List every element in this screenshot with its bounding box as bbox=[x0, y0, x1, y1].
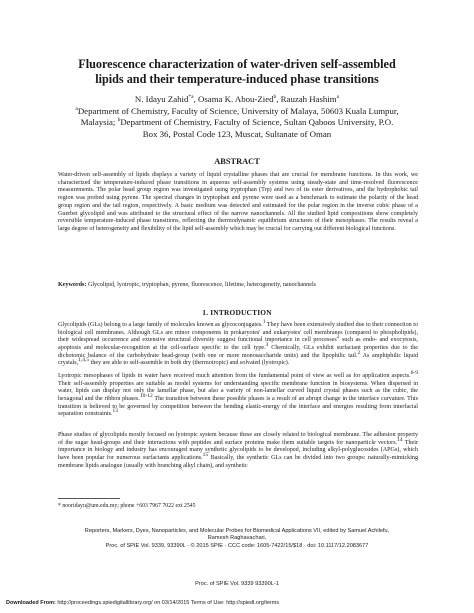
citation: 3 bbox=[265, 342, 269, 349]
citation: 2 bbox=[357, 349, 361, 356]
author-name: N. Idayu Zahid bbox=[134, 94, 189, 104]
citation: 15 bbox=[202, 452, 209, 458]
paragraph-text: such as endo- and exocytosis, apoptosis and molecular-recognition at the cell-surface specific to the cell type. bbox=[58, 337, 418, 352]
affiliation-line: Box 36, Postal Code 123, Muscat, Sultanate of Oman bbox=[142, 128, 332, 139]
affiliation-line bbox=[40, 117, 434, 129]
paragraph-text: Their importance in biology and industry has encouraged many synthetic glycolipids to be developed, including alkyl-polyglucosides (APGs), which have been popular for numerous surfactants applications. bbox=[58, 439, 418, 462]
paragraph-text: As amphiphilic liquid crystals, bbox=[58, 352, 418, 367]
author-marker: *a bbox=[188, 94, 194, 101]
body-paragraph bbox=[58, 370, 418, 419]
body-paragraph bbox=[58, 319, 419, 368]
author-name: Osama K. Abou-Zied bbox=[198, 94, 274, 104]
citation: 1,4,5 bbox=[78, 357, 90, 364]
paragraph-text: Phase studies of glycolipids mostly focused on lyotropic system because these are closely related to biological membrane. The adhesion property of the sugar head-groups and their interactions with peptides and surface proteins make them suitable targets for nanoparticle vectors. bbox=[58, 432, 418, 446]
publication-info-line: Ramesh Raghavachari, bbox=[207, 535, 267, 542]
affiliation-line bbox=[40, 106, 434, 118]
abstract-text: Water-driven self-assembly of lipids displays a variety of liquid crystalline phases that are crucial for membrane functions. In this work, we characterized the temperature-induced phase transitions in aqueous self-assembly systems using steady-state and time-resolved fluorescence measurements. The polar head group region was investigated using tryptophan (Trp) and two of its ester derivatives, and the hydrophobic tail region was probed using pyrene. The spectral changes in tryptophan and pyrene were used as a benchmark to estimate the polarity of the head group region and the tail region, respectively. A basic medium was detected and estimated for the polar region in the inverse cubic phase of a Guerbet glycolipid and was attributed to the structural effect of the narrow nanochannels. All the studied lipid compositions show completely reversible temperature-induced phase transitions, reflecting the thermodynamic equilibrium structures of their mesophases. The results reveal a large degree of heterogeneity and flexibility of the lipid self-assembly which may be crucial for carrying out different biological functions. bbox=[58, 172, 418, 232]
paragraph-text: Their self-assembly properties are suitable as model systems for understanding specific membrane function in biosystems. When dispersed in water, lipids can display not only the lamellar phase, but also a variety of non-lamellar curved liquid crystal phases such as the cubic, the hexagonal and the ribbon phases. bbox=[58, 380, 418, 403]
citation: 10-12 bbox=[139, 393, 153, 399]
download-notice bbox=[6, 600, 279, 606]
download-label: Downloaded From: bbox=[6, 600, 56, 606]
affiliation-marker: b bbox=[117, 117, 121, 124]
paper-title bbox=[40, 57, 434, 87]
citation: 6-9 bbox=[410, 370, 418, 376]
affiliation-text: Malaysia; bbox=[80, 117, 118, 127]
citation: 13 bbox=[112, 408, 118, 415]
publication-info bbox=[40, 528, 434, 550]
title-line: Fluorescence characterization of water-driven self-assembled bbox=[78, 57, 396, 71]
abstract-heading: ABSTRACT bbox=[214, 157, 260, 166]
author-marker: a bbox=[336, 94, 340, 101]
paragraph-text: The transition between these possible phases is a result of an abrupt change in the interface curvature. This transition is believed to be governed by competition between the bending elastic-energy of the interface and energies resulting from interfacial separation constraints. bbox=[58, 396, 418, 418]
paragraph-text: they are able to self-assemble in both dry (thermotropic) and solvated (lyotropic). bbox=[89, 360, 290, 367]
section-heading-introduction: 1. INTRODUCTION bbox=[202, 308, 272, 317]
citation: 2 bbox=[336, 334, 340, 341]
citation: 14 bbox=[397, 436, 403, 443]
paragraph-text: Basically, the synthetic GLs can be divided into two groups: naturally-mimicking membrane lipids analogue (usually with branching alkyl chain), and synthetic bbox=[58, 455, 419, 469]
publication-info-line: Reporters, Markers, Dyes, Nanoparticles, and Molecular Probes for Biomedical Applications VII, edited by Samuel Achilefu, bbox=[84, 528, 390, 534]
body-paragraph bbox=[58, 432, 418, 470]
corresponding-author-footnote: * nooridayu@um.edu.my; phone +603 7967 7022 ext 2545 bbox=[58, 503, 196, 509]
author-marker: b bbox=[273, 94, 277, 101]
title-line: lipids and their temperature-induced phase transitions bbox=[95, 72, 379, 86]
affiliation-text: Department of Chemistry, Faculty of Science, University of Malaya, 50603 Kuala Lumpur, bbox=[77, 105, 399, 116]
publication-info-line: Proc. of SPIE Vol. 9339, 93390L · © 2015 SPIE · CCC code: 1605-7422/15/$18 · doi: 10.1117/12.2083677 bbox=[105, 542, 369, 549]
affiliation-marker: a bbox=[75, 105, 78, 112]
keywords-text: Glycolipid, lyotropic, tryptophan, pyrene, fluorescence, lifetime, heterogeneity, nanochannels bbox=[86, 282, 317, 288]
author-list bbox=[40, 94, 434, 106]
paragraph-text: Glycolipids (GLs) belong to a large family of molecules known as glycoconjugates. bbox=[58, 322, 263, 329]
paragraph-text: They have been extensively studied due to their connection to biological cell membranes. Although GLs are minor components in prokaryotes' and eukaryotes' cell membranes (compared to phospholipids), their widespread occurrence and extensive structural diversity suggest functional importance in cell processes bbox=[58, 322, 419, 344]
download-text: http://proceedings.spiedigitallibrary.org/ on 03/14/2015 Terms of Use: http://spiedl.org/terms bbox=[55, 600, 280, 606]
paragraph-text: Lyotropic mesophases of lipids in water have received much attention from the fundamental point of view as well as for application aspects. bbox=[58, 373, 411, 380]
author-separator: , bbox=[193, 94, 199, 104]
author-name: Rauzah Hashim bbox=[280, 94, 337, 104]
page-footer: Proc. of SPIE Vol. 9339 93390L-1 bbox=[195, 581, 279, 587]
footnote-divider bbox=[58, 498, 120, 499]
citation: 1 bbox=[262, 319, 266, 325]
author-separator: , bbox=[276, 94, 281, 104]
paragraph-text: Chemically, GLs exhibit surfactant properties due to the dichotomic balance of the carbohydrate head-group (with one or more monosaccharide units) and the lipophilic tail. bbox=[58, 345, 418, 359]
author-block bbox=[40, 94, 434, 140]
keywords-label: Keywords: bbox=[58, 282, 87, 288]
affiliation-text: Department of Chemistry, Faculty of Science, Sultan Qaboos University, P.O. bbox=[120, 117, 394, 127]
keywords bbox=[58, 282, 418, 290]
